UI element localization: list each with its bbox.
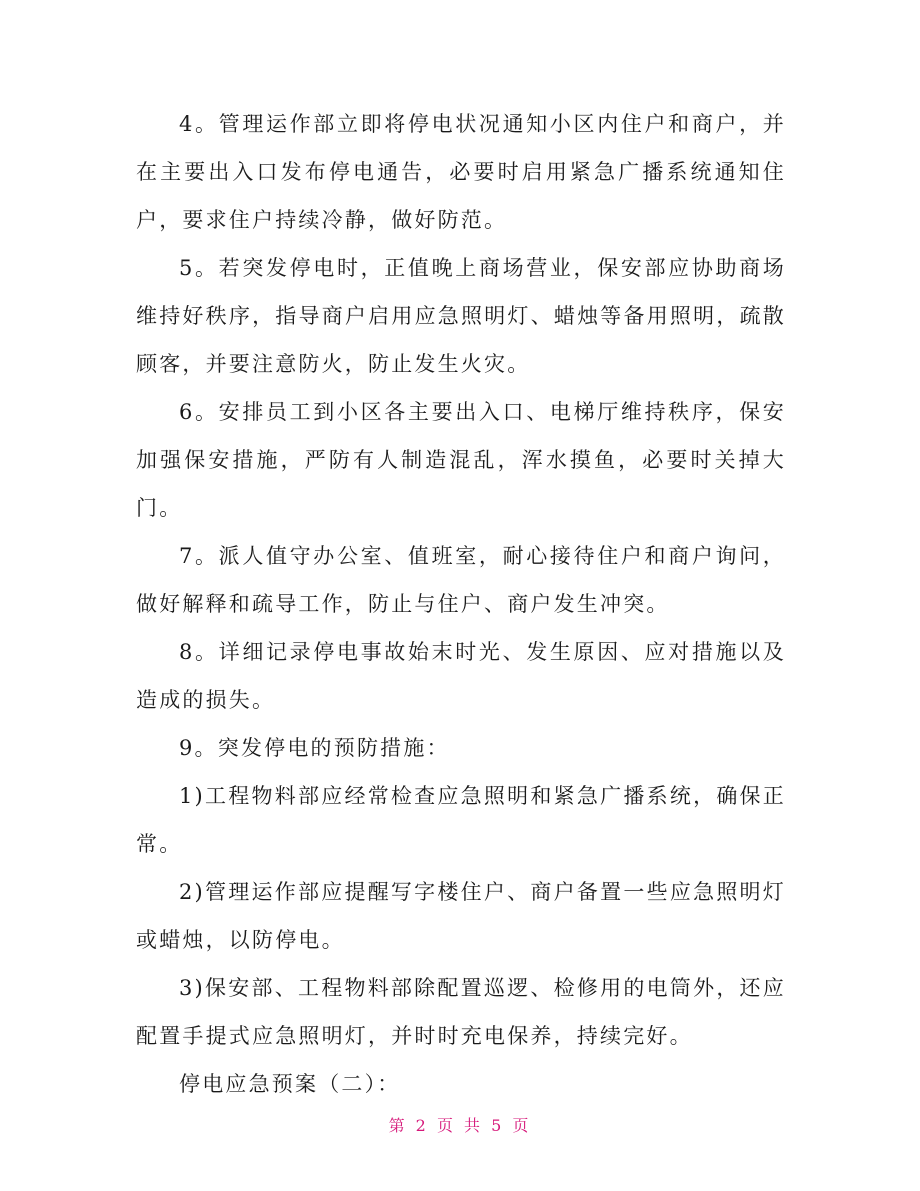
paragraph-item-6: 6。安排员工到小区各主要出入口、电梯厅维持秩序，保安加强保安措施，严防有人制造混乱，浑水摸鱼，必要时关掉大门。	[136, 400, 786, 520]
paragraph-item-7: 7。派人值守办公室、值班室，耐心接待住户和商户询问，做好解释和疏导工作，防止与住户、商户发生冲突。	[136, 544, 786, 616]
paragraph-item-8: 8。详细记录停电事故始末时光、发生原因、应对措施以及造成的损失。	[136, 640, 786, 712]
section-heading: 停电应急预案（二）：	[179, 1072, 401, 1096]
paragraph-item-5: 5。若突发停电时，正值晚上商场营业，保安部应协助商场维持好秩序，指导商户启用应急照明灯、蜡烛等备用照明，疏散顾客，并要注意防火，防止发生火灾。	[136, 256, 786, 376]
document-body	[136, 100, 786, 1108]
paragraph-item-4: 4。管理运作部立即将停电状况通知小区内住户和商户，并在主要出入口发布停电通告，必要时启用紧急广播系统通知住户，要求住户持续冷静，做好防范。	[136, 112, 786, 232]
paragraph-subitem-1: 1)工程物料部应经常检查应急照明和紧急广播系统，确保正常。	[136, 784, 786, 856]
paragraph-subitem-2: 2)管理运作部应提醒写字楼住户、商户备置一些应急照明灯或蜡烛，以防停电。	[136, 880, 786, 952]
paragraph-subitem-3: 3)保安部、工程物料部除配置巡逻、检修用的电筒外，还应配置手提式应急照明灯，并时时充电保养，持续完好。	[136, 976, 786, 1048]
page-number-footer: 第 2 页 共 5 页	[388, 1116, 532, 1135]
paragraph-item-9: 9。突发停电的预防措施：	[179, 736, 450, 760]
